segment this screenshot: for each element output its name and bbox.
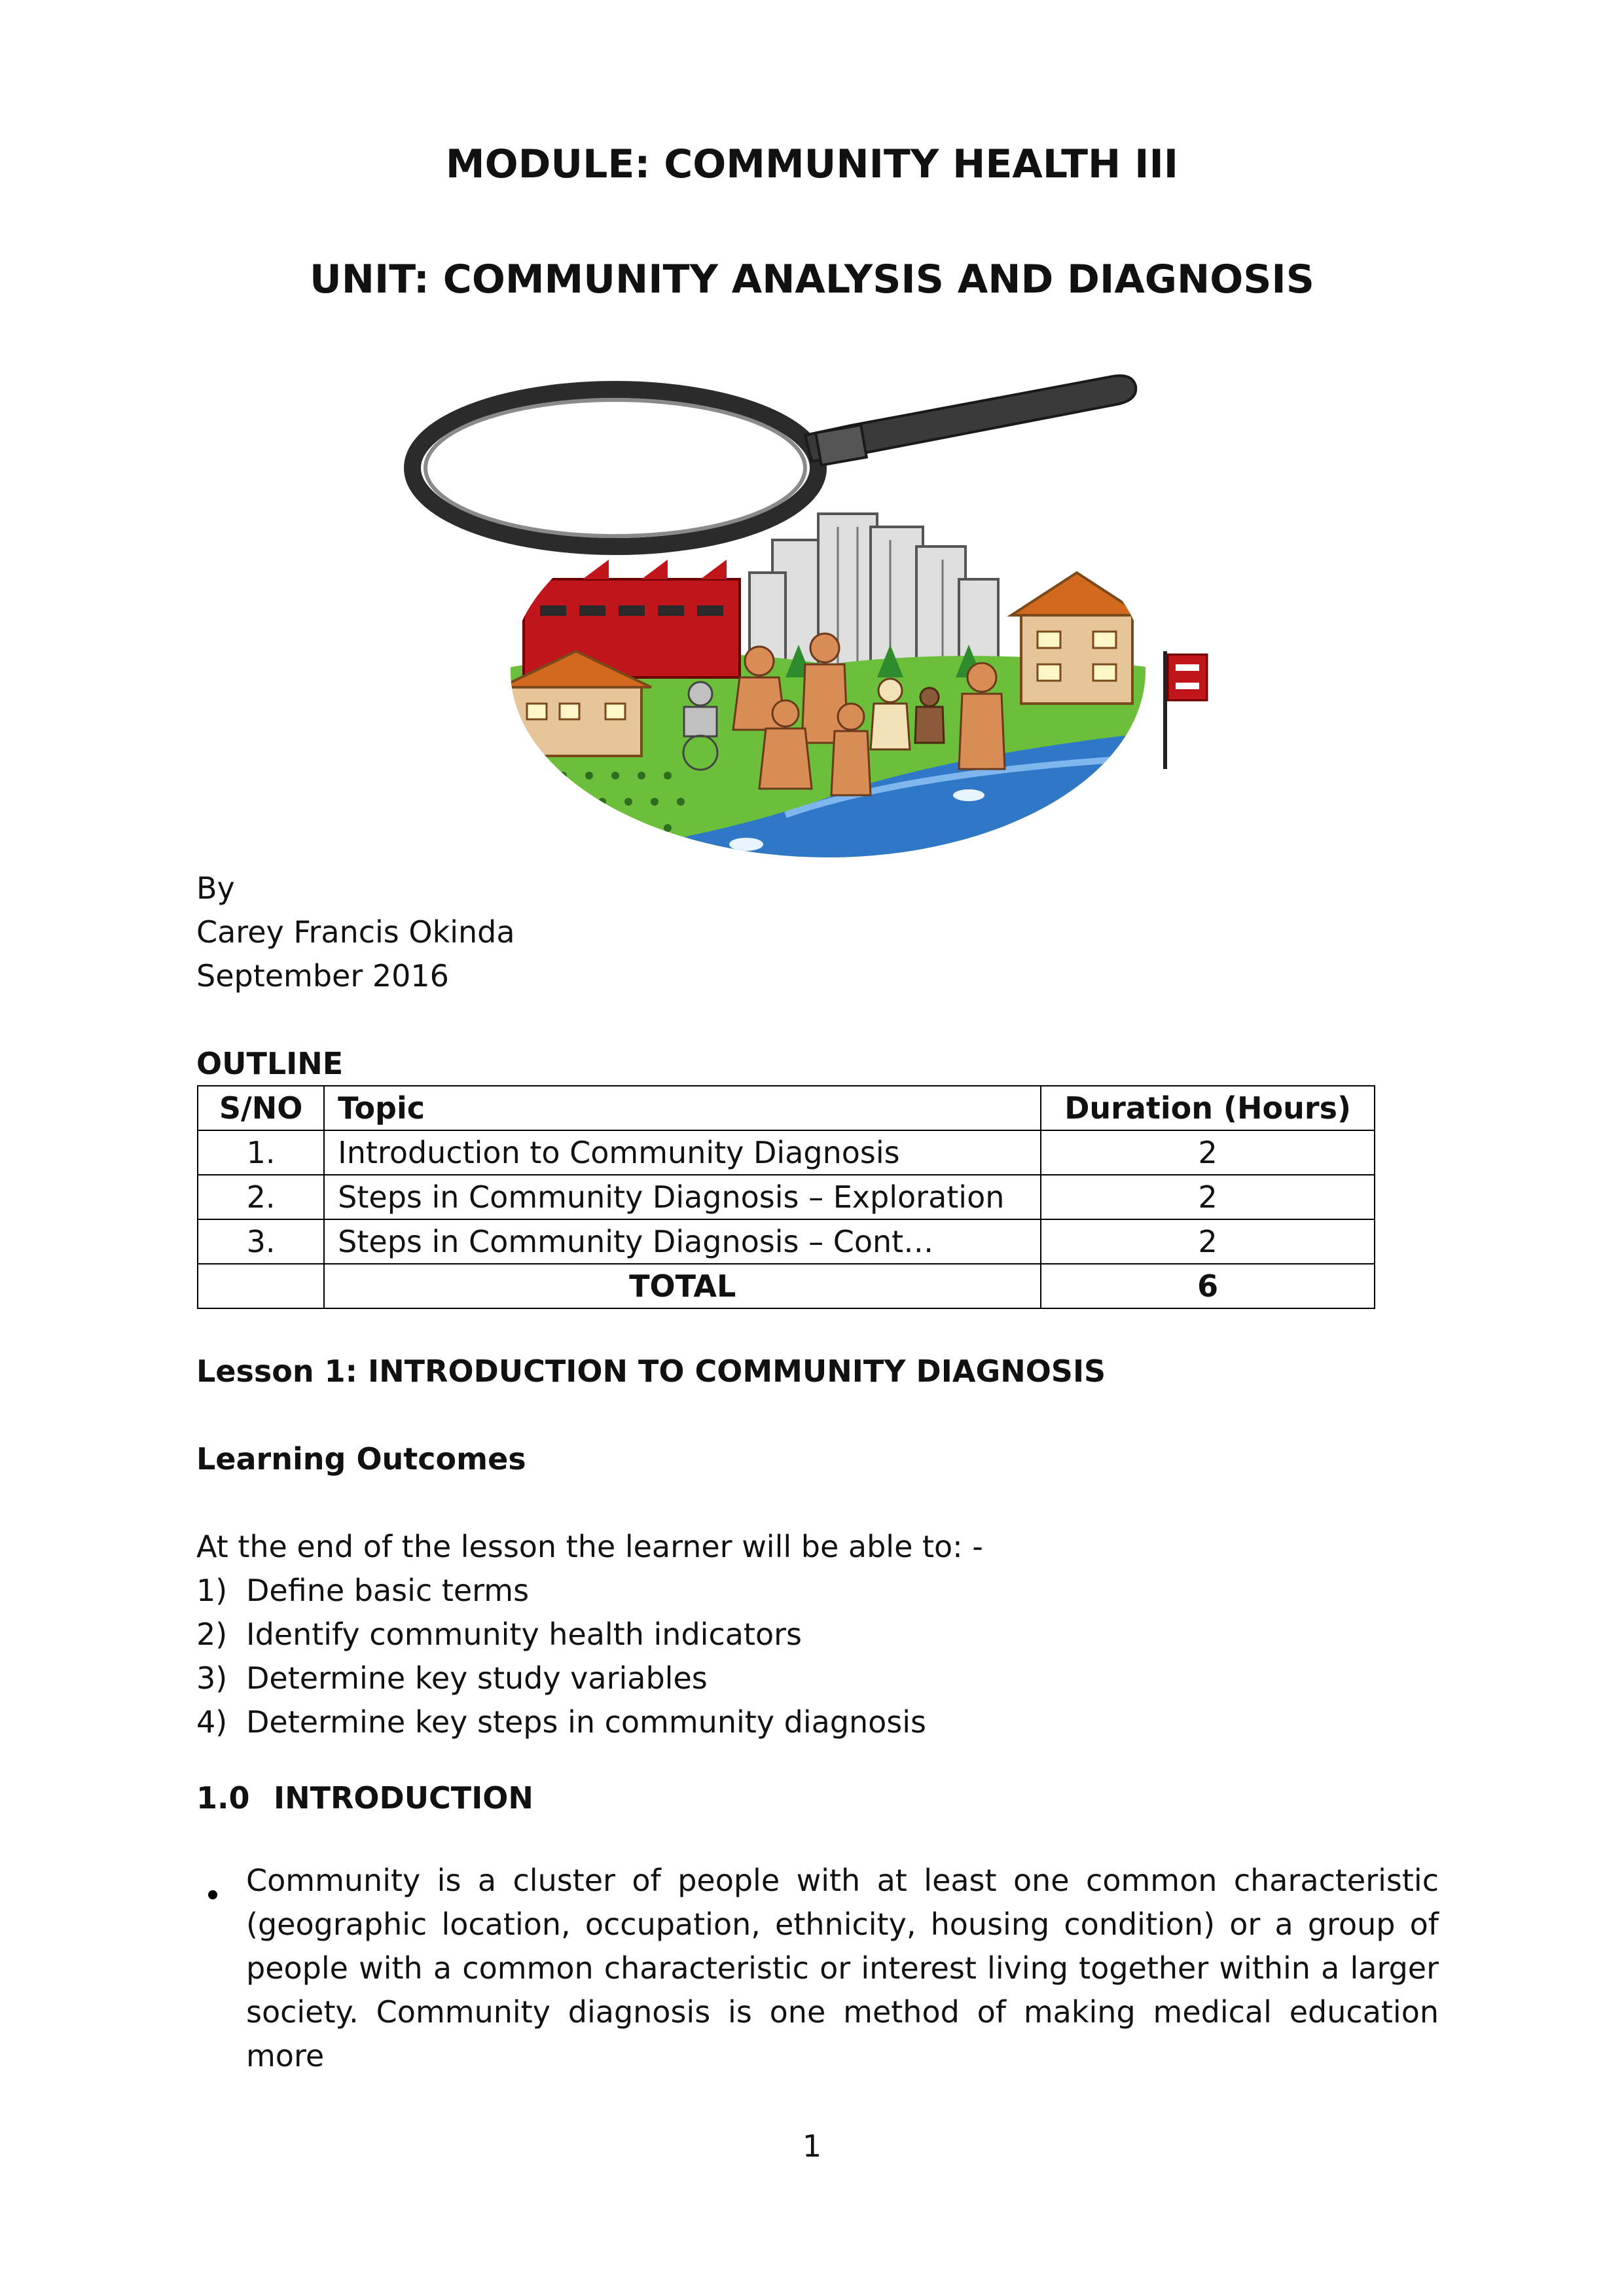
row-sno: 2. <box>198 1175 324 1219</box>
outline-table <box>197 1085 1375 1309</box>
list-item-number: 4) <box>196 1704 228 1740</box>
list-item-text: Determine key steps in community diagnosis <box>246 1704 927 1740</box>
total-empty-cell <box>198 1264 324 1308</box>
publication-date: September 2016 <box>196 958 449 994</box>
outline-heading: OUTLINE <box>196 1046 344 1081</box>
list-item-text: Determine key study variables <box>246 1660 708 1696</box>
lesson-heading: Lesson 1: INTRODUCTION TO COMMUNITY DIAGNOSIS <box>196 1354 1106 1389</box>
table-row <box>198 1175 1375 1219</box>
list-item-text: Identify community health indicators <box>246 1617 802 1652</box>
row-sno: 3. <box>198 1219 324 1264</box>
list-item-text: Define basic terms <box>246 1573 530 1608</box>
row-sno: 1. <box>198 1130 324 1175</box>
table-row <box>198 1130 1375 1175</box>
module-title: MODULE: COMMUNITY HEALTH III <box>445 141 1179 187</box>
magnifier-over-community-icon <box>393 363 1263 870</box>
row-topic: Steps in Community Diagnosis – Cont… <box>324 1219 1041 1264</box>
row-topic: Introduction to Community Diagnosis <box>324 1130 1041 1175</box>
row-topic: Steps in Community Diagnosis – Exploration <box>324 1175 1041 1219</box>
section-number: 1.0 <box>196 1780 250 1816</box>
header-duration: Duration (Hours) <box>1041 1086 1375 1130</box>
list-item-number: 2) <box>196 1617 228 1652</box>
page-number: 1 <box>802 2128 822 2164</box>
row-duration: 2 <box>1041 1219 1375 1264</box>
total-label: TOTAL <box>324 1264 1041 1308</box>
outcomes-intro: At the end of the lesson the learner will be able to: - <box>196 1529 983 1564</box>
byline-by: By <box>196 870 235 906</box>
community-definition-paragraph: Community is a cluster of people with at least one common characteristic (geographic location, occupation, ethnicity, housing condition) or a group of people with a common characteristic or interest living together within a larger society. Community diagnosis is one method of making medical education more <box>246 1863 1439 2073</box>
row-duration: 2 <box>1041 1175 1375 1219</box>
header-topic: Topic <box>324 1086 1041 1130</box>
outline-header-row <box>198 1086 1375 1130</box>
header-sno: S/NO <box>198 1086 324 1130</box>
total-row <box>198 1264 1375 1308</box>
table-row <box>198 1219 1375 1264</box>
author-name: Carey Francis Okinda <box>196 914 515 950</box>
list-item-number: 1) <box>196 1573 228 1608</box>
row-duration: 2 <box>1041 1130 1375 1175</box>
unit-title: UNIT: COMMUNITY ANALYSIS AND DIAGNOSIS <box>310 257 1314 302</box>
learning-outcomes-heading: Learning Outcomes <box>196 1441 526 1477</box>
list-item-number: 3) <box>196 1660 228 1696</box>
section-title: INTRODUCTION <box>274 1780 533 1816</box>
bullet-icon <box>208 1890 217 1899</box>
total-value: 6 <box>1041 1264 1375 1308</box>
